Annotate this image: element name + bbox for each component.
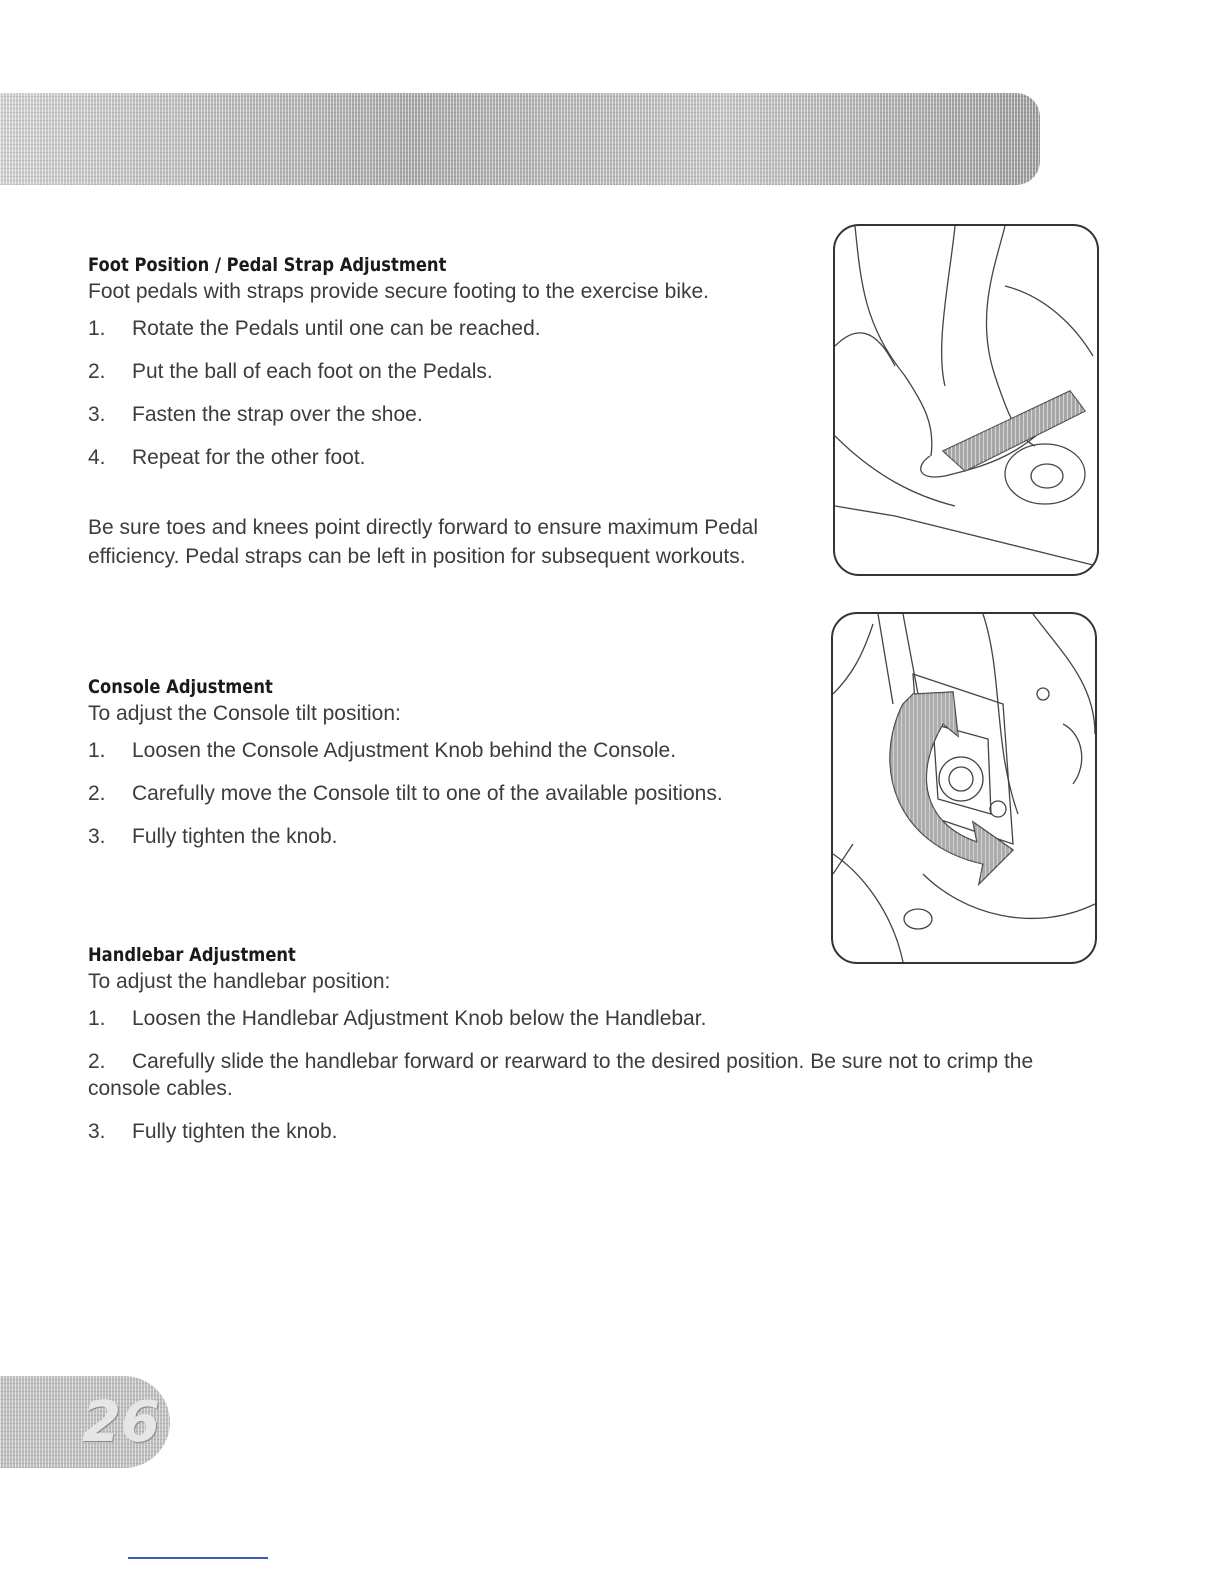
step-number: 2. bbox=[88, 1050, 106, 1073]
console-knob-drawing bbox=[833, 614, 1095, 962]
handlebar-heading: Handlebar Adjustment bbox=[88, 944, 296, 966]
console-section bbox=[88, 676, 808, 866]
list-item bbox=[88, 444, 808, 471]
step-text: Carefully slide the handlebar forward or rearward to the desired position. Be sure not to crimp the console cables. bbox=[88, 1050, 1034, 1100]
step-number: 4. bbox=[88, 446, 106, 469]
pedal-strap-illustration bbox=[833, 224, 1099, 576]
step-text: Loosen the Handlebar Adjustment Knob below the Handlebar. bbox=[132, 1007, 707, 1030]
foot-position-note: Be sure toes and knees point directly forward to ensure maximum Pedal efficiency. Pedal straps can be left in position for subsequent workouts. bbox=[88, 516, 759, 568]
foot-position-heading: Foot Position / Pedal Strap Adjustment bbox=[88, 254, 447, 276]
list-item bbox=[88, 823, 808, 850]
step-number: 1. bbox=[88, 739, 106, 762]
console-tilt-illustration bbox=[831, 612, 1097, 964]
header-band bbox=[0, 93, 1040, 185]
step-text: Repeat for the other foot. bbox=[132, 446, 366, 469]
step-number: 2. bbox=[88, 782, 106, 805]
list-item bbox=[88, 401, 808, 428]
handlebar-intro: To adjust the handlebar position: bbox=[88, 970, 391, 993]
step-number: 1. bbox=[88, 317, 106, 340]
foot-pedal-drawing bbox=[835, 226, 1097, 574]
list-item bbox=[88, 315, 808, 342]
console-heading: Console Adjustment bbox=[88, 676, 273, 698]
step-text: Fully tighten the knob. bbox=[132, 825, 338, 848]
step-text: Rotate the Pedals until one can be reached. bbox=[132, 317, 541, 340]
step-text: Fully tighten the knob. bbox=[132, 1120, 338, 1143]
list-item bbox=[88, 1005, 1098, 1032]
step-number: 1. bbox=[88, 1007, 106, 1030]
step-text: Loosen the Console Adjustment Knob behind the Console. bbox=[132, 739, 677, 762]
handlebar-section bbox=[88, 944, 1098, 1161]
page-number: 26 bbox=[82, 1390, 160, 1455]
step-text: Fasten the strap over the shoe. bbox=[132, 403, 423, 426]
step-number: 3. bbox=[88, 1120, 106, 1143]
console-intro: To adjust the Console tilt position: bbox=[88, 702, 401, 725]
list-item bbox=[88, 1048, 1098, 1102]
list-item bbox=[88, 1118, 1098, 1145]
list-item bbox=[88, 780, 808, 807]
step-text: Carefully move the Console tilt to one of the available positions. bbox=[132, 782, 723, 805]
step-number: 3. bbox=[88, 825, 106, 848]
foot-position-section bbox=[88, 254, 808, 571]
list-item bbox=[88, 737, 808, 764]
step-number: 3. bbox=[88, 403, 106, 426]
foot-position-intro: Foot pedals with straps provide secure footing to the exercise bike. bbox=[88, 280, 709, 303]
footer-rule bbox=[128, 1557, 268, 1559]
step-number: 2. bbox=[88, 360, 106, 383]
page-number-tab bbox=[0, 1376, 170, 1468]
list-item bbox=[88, 358, 808, 385]
step-text: Put the ball of each foot on the Pedals. bbox=[132, 360, 493, 383]
